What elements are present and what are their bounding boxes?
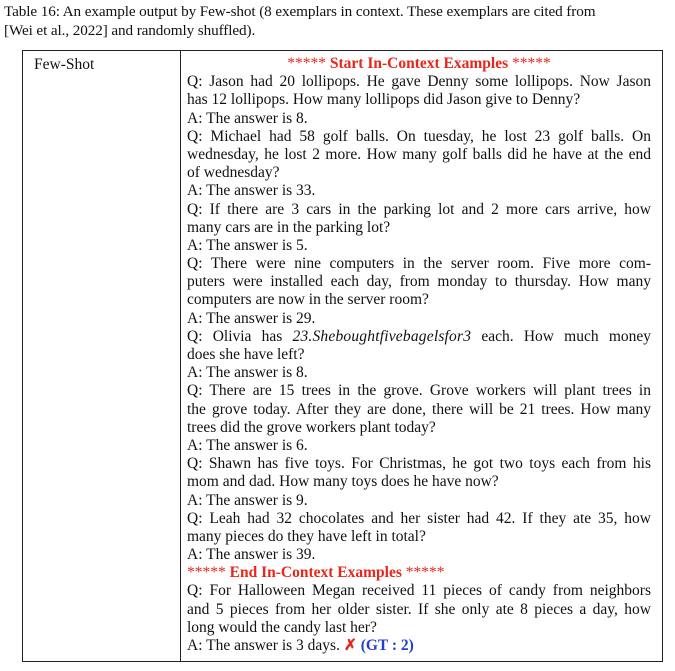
text-line: and 5 pieces from her older sister. If she only ate 8 pieces a day, how [187,600,651,618]
text-line: A: The answer is 8. [187,364,308,382]
table-bottom-rule [22,661,663,662]
end-examples-header: ***** End In-Context Examples ***** [187,564,445,582]
text-line: A: The answer is 39. [187,546,316,564]
text-line: Q: There are 15 trees in the grove. Grove workers will plant trees in [187,382,651,400]
example-cell [187,55,651,655]
table-left-border [22,51,23,661]
caption-line-2: [Wei et al., 2022] and randomly shuffled). [4,22,256,39]
text-line: A: The answer is 9. [187,491,308,509]
test-question-block [187,582,651,637]
olivia-question-line: Q: Olivia has 23.Sheboughtfivebagelsfor3 each. How much money [187,327,652,345]
exemplar-block-2 [187,346,651,564]
text-line: A: The answer is 33. [187,182,316,200]
text-line: many pieces do they have left in total? [187,527,426,545]
text-line: A: The answer is 8. [187,109,308,127]
text-line: puters were installed each day, from monday to thursday. How many [187,273,651,291]
text-line: Q: There were nine computers in the server room. Five more com- [187,255,651,273]
caption-line-1: Table 16: An example output by Few-shot (8 exemplars in context. These exemplars are cited from [4,3,596,20]
text-line: Q: Leah had 32 chocolates and her sister had 42. If they ate 35, how [187,509,651,527]
table-column-divider [180,51,181,661]
exemplar-block-1 [187,73,651,328]
text-line: mom and dad. How many toys does he have now? [187,473,499,491]
text-line: has 12 lollipops. How many lollipops did Jason give to Denny? [187,91,581,109]
ground-truth-label: (GT : 2) [360,637,414,654]
text-line: computers are now in the server room? [187,291,429,309]
table-top-rule [22,50,663,51]
text-line: A: The answer is 5. [187,236,308,254]
text-line: A: The answer is 29. [187,309,316,327]
start-examples-header: ***** Start In-Context Examples ***** [287,55,551,72]
text-line: does she have left? [187,346,305,363]
text-line: Q: If there are 3 cars in the parking lot and 2 more cars arrive, how [187,200,651,218]
text-line: trees did the grove workers plant today? [187,418,436,436]
text-line: Q: Shawn has five toys. For Christmas, he got two toys each from his [187,455,651,473]
text-line: Q: Michael had 58 golf balls. On tuesday, he lost 23 golf balls. On [187,127,651,145]
wrong-mark-icon: ✗ [343,637,357,654]
text-line: long would the candy last her? [187,618,377,636]
text-line: the grove today. After they are done, there will be 21 trees. How many [187,400,651,418]
text-line: Q: For Halloween Megan received 11 pieces of candy from neighbors [187,582,651,600]
text-line: of wednesday? [187,164,280,182]
table-caption [4,2,672,40]
method-cell: Few-Shot [34,56,95,73]
text-line: wednesday, he lost 2 more. How many golf balls did he have at the end [187,145,651,163]
text-line: Q: Jason had 20 lollipops. He gave Denny some lollipops. Now Jason [187,73,651,91]
text-line: many cars are in the parking lot? [187,218,391,236]
text-line: A: The answer is 6. [187,436,308,454]
table-right-border [662,51,663,661]
final-answer-line: A: The answer is 3 days. ✗ (GT : 2) [187,637,414,654]
